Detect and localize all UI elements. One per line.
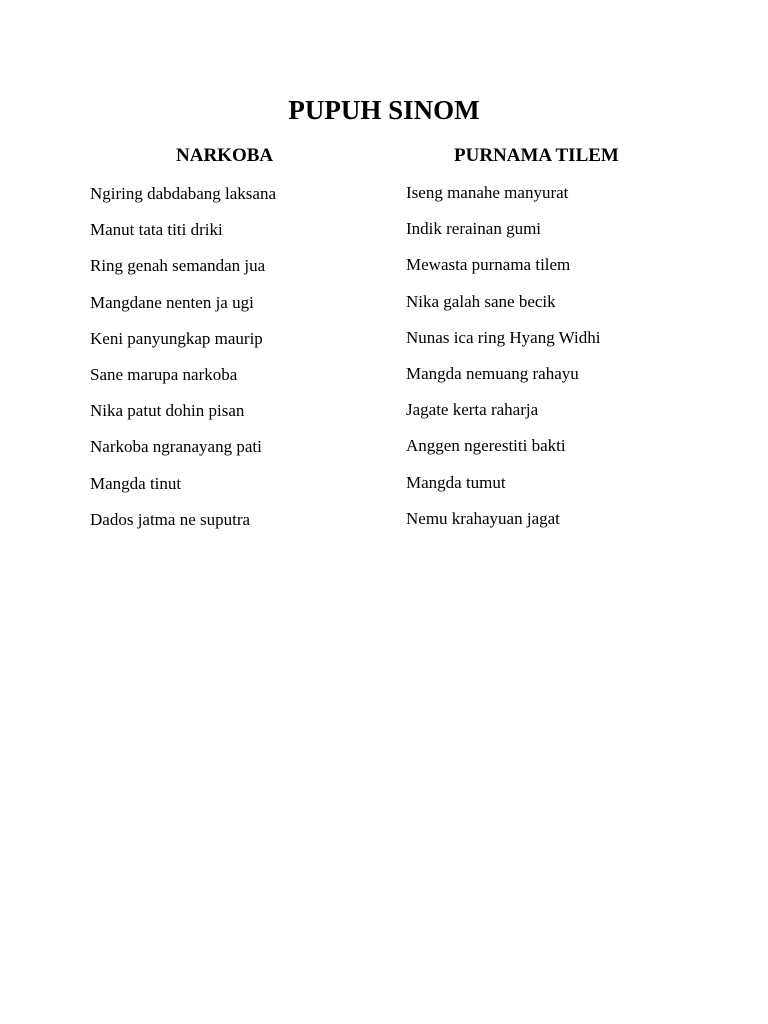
verse-line: Keni panyungkap maurip [90, 328, 263, 348]
column-heading: NARKOBA [176, 145, 274, 166]
document-title: PUPUH SINOM [288, 95, 480, 125]
verse-line: Nika patut dohin pisan [90, 401, 245, 421]
verse-line: Mangdane nenten ja ugi [90, 292, 254, 312]
verse-line: Sane marupa narkoba [90, 364, 238, 384]
verse-line: Manut tata titi driki [90, 220, 223, 240]
verse-line: Iseng manahe manyurat [406, 183, 569, 202]
verse-line: Nika galah sane becik [406, 291, 556, 311]
verse-list [406, 181, 600, 543]
verse-line: Mangda nemuang rahayu [406, 363, 579, 383]
verse-line: Ring genah semandan jua [90, 256, 266, 276]
verse-line: Nunas ica ring Hyang Widhi [406, 327, 601, 347]
verse-line: Ngiring dabdabang laksana [90, 184, 276, 203]
verse-line: Nemu krahayuan jagat [406, 508, 560, 528]
verse-line: Dados jatma ne suputra [90, 509, 251, 529]
verse-line: Indik rerainan gumi [406, 219, 542, 239]
verse-list [90, 182, 276, 544]
verse-line: Jagate kerta raharja [406, 400, 539, 420]
column-heading: PURNAMA TILEM [454, 145, 619, 166]
poem-column-narkoba [90, 143, 360, 529]
poem-column-purnama-tilem [406, 143, 706, 528]
verse-line: Narkoba ngranayang pati [90, 437, 262, 457]
verse-line: Mangda tinut [90, 473, 182, 493]
verse-line: Anggen ngerestiti bakti [406, 436, 566, 456]
verse-line: Mangda tumut [406, 472, 506, 492]
verse-line: Mewasta purnama tilem [406, 255, 571, 275]
